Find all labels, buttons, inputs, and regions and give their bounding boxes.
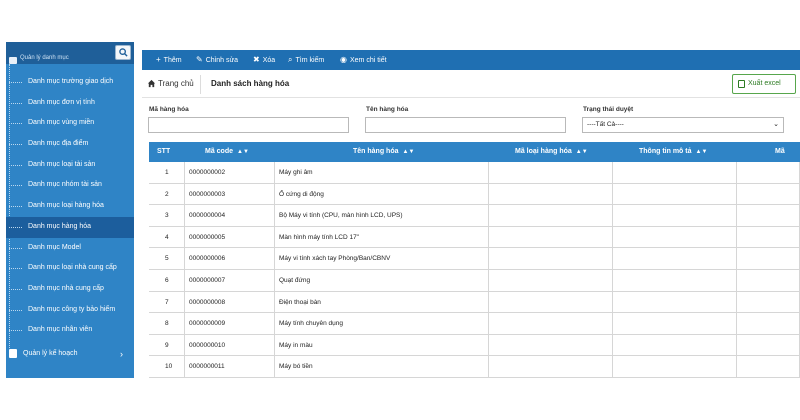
code-filter-label: Mã hàng hóa: [149, 106, 189, 113]
tree-connector: [9, 103, 22, 104]
search-icon: ⌕: [288, 55, 293, 64]
pencil-icon: ✎: [196, 55, 203, 64]
sort-icon: ▲▼: [237, 149, 249, 155]
sort-icon: ▲▼: [402, 149, 415, 155]
sidebar-item[interactable]: [6, 258, 134, 279]
cell-empty: [613, 335, 737, 357]
cell-empty: [737, 248, 800, 270]
name-filter-label: Tên hàng hóa: [366, 106, 409, 113]
cell-empty: [613, 292, 737, 314]
sidebar-item-label: Danh mục loại tài sản: [28, 160, 96, 168]
cell-empty: [613, 227, 737, 249]
cell-empty: [737, 270, 800, 292]
add-button[interactable]: + Thêm: [156, 50, 182, 70]
plus-icon: +: [156, 55, 161, 64]
cell-empty: [489, 184, 613, 206]
page-title: Danh sách hàng hóa: [211, 79, 290, 88]
cell-code: 0000000005: [185, 227, 275, 249]
sidebar-item-label: Danh mục trường giao dịch: [28, 78, 114, 85]
search-button[interactable]: ⌕ Tìm kiếm: [288, 50, 324, 70]
home-link[interactable]: Trang chủ: [158, 79, 194, 88]
cell-empty: [613, 248, 737, 270]
sidebar-menu: [6, 72, 134, 341]
tree-connector: [9, 144, 22, 145]
cell-name: Máy tính chuyên dụng: [275, 313, 489, 335]
column-header-name[interactable]: Tên hàng hóa ▲▼: [353, 148, 415, 155]
cell-name: Máy vi tính xách tay Phòng/Ban/CBNV: [275, 248, 489, 270]
cell-stt: 8: [149, 313, 185, 335]
cell-stt: 2: [149, 184, 185, 206]
app-window: [6, 42, 800, 378]
cell-empty: [489, 335, 613, 357]
column-header-more: Mã: [775, 148, 785, 155]
cell-empty: [489, 270, 613, 292]
cell-empty: [489, 356, 613, 378]
chevron-right-icon: ›: [120, 349, 123, 359]
cell-code: 0000000006: [185, 248, 275, 270]
sidebar-item[interactable]: [6, 300, 134, 321]
close-icon: ✖: [253, 55, 260, 64]
cell-empty: [737, 227, 800, 249]
folder-icon: [9, 57, 17, 64]
edit-button[interactable]: ✎ Chỉnh sửa: [196, 50, 238, 70]
sidebar-item-label: Danh mục loại hàng hóa: [28, 202, 104, 210]
tree-connector: [9, 165, 22, 166]
table-row[interactable]: [149, 227, 800, 249]
sidebar: [6, 42, 134, 378]
column-header-stt: STT: [157, 148, 171, 155]
cell-stt: 9: [149, 335, 185, 357]
table-row[interactable]: [149, 270, 800, 292]
tree-connector: [9, 123, 22, 124]
table-row[interactable]: [149, 184, 800, 206]
sidebar-item[interactable]: [6, 238, 134, 259]
sidebar-item-label: Danh mục công ty bảo hiểm: [28, 305, 116, 313]
cell-name: Máy ghi âm: [275, 162, 489, 184]
cell-empty: [737, 313, 800, 335]
tree-connector: [9, 330, 22, 331]
table-row[interactable]: [149, 335, 800, 357]
cell-empty: [613, 270, 737, 292]
sidebar-item-label: Danh mục nhân viên: [28, 326, 93, 334]
toolbar: [142, 50, 800, 70]
cell-empty: [613, 205, 737, 227]
cell-empty: [613, 356, 737, 378]
cell-code: 0000000007: [185, 270, 275, 292]
sidebar-item[interactable]: [6, 196, 134, 217]
table-row[interactable]: [149, 313, 800, 335]
sidebar-item-label: Danh mục Model: [28, 243, 81, 251]
sidebar-item[interactable]: [6, 217, 134, 238]
excel-icon: [738, 80, 745, 88]
cell-stt: 5: [149, 248, 185, 270]
sidebar-item-label: Danh mục nhà cung cấp: [28, 284, 104, 292]
column-header-description[interactable]: Thông tin mô tả ▲▼: [639, 148, 708, 155]
document-icon: [9, 349, 17, 358]
sidebar-item[interactable]: [6, 134, 134, 155]
cell-code: 0000000002: [185, 162, 275, 184]
cell-empty: [737, 162, 800, 184]
cell-code: 0000000008: [185, 292, 275, 314]
cell-name: Bộ Máy vi tính (CPU, màn hình LCD, UPS): [275, 205, 489, 227]
home-icon: [147, 79, 156, 88]
tree-connector: [9, 248, 22, 249]
export-excel-button[interactable]: Xuất excel: [732, 74, 796, 94]
sidebar-item-label: Quản lý kế hoạch: [23, 350, 78, 357]
sidebar-item-label: Danh mục vùng miền: [28, 119, 95, 127]
cell-empty: [489, 313, 613, 335]
cell-name: Màn hình máy tính LCD 17": [275, 227, 489, 249]
sidebar-header: [6, 42, 134, 64]
tree-connector: [9, 185, 22, 186]
cell-empty: [737, 205, 800, 227]
sidebar-item[interactable]: [6, 155, 134, 176]
tree-connector: [9, 227, 22, 228]
column-header-code[interactable]: Mã code ▲▼: [205, 148, 249, 155]
sidebar-item-label: Danh mục nhóm tài sản: [28, 181, 102, 189]
divider: [200, 75, 201, 94]
chevron-down-icon: ⌄: [773, 121, 779, 128]
sidebar-item-label: Danh mục hàng hóa: [28, 222, 92, 230]
cell-stt: 4: [149, 227, 185, 249]
cell-name: Ổ cứng di động: [275, 184, 489, 206]
sidebar-item-label: Danh mục đơn vị tính: [28, 98, 95, 106]
cell-stt: 3: [149, 205, 185, 227]
search-icon: [119, 48, 128, 57]
cell-empty: [489, 205, 613, 227]
cell-empty: [613, 162, 737, 184]
cell-empty: [489, 227, 613, 249]
cell-name: Quạt đứng: [275, 270, 489, 292]
cell-name: Máy bó tiền: [275, 356, 489, 378]
sidebar-item[interactable]: [6, 113, 134, 134]
cell-code: 0000000004: [185, 205, 275, 227]
sidebar-header-label: Quản lý danh mục: [20, 55, 69, 61]
table-header: [149, 142, 800, 162]
sidebar-search-button[interactable]: [115, 45, 131, 60]
sort-icon: ▲▼: [695, 149, 708, 155]
cell-code: 0000000011: [185, 356, 275, 378]
sidebar-item[interactable]: [6, 72, 134, 93]
sidebar-item-plan-management[interactable]: [6, 344, 134, 364]
name-filter-input[interactable]: [365, 117, 566, 133]
table-row[interactable]: [149, 248, 800, 270]
sidebar-item-label: Danh mục địa điểm: [28, 140, 89, 148]
status-filter-label: Trạng thái duyệt: [583, 106, 634, 113]
tree-connector: [9, 206, 22, 207]
table-row[interactable]: [149, 356, 800, 378]
breadcrumb: [142, 71, 800, 98]
cell-code: 0000000010: [185, 335, 275, 357]
cell-stt: 1: [149, 162, 185, 184]
cell-empty: [489, 162, 613, 184]
tree-connector: [9, 82, 22, 83]
cell-empty: [737, 356, 800, 378]
column-header-type-code[interactable]: Mã loại hàng hóa ▲▼: [515, 148, 588, 155]
sidebar-item[interactable]: [6, 175, 134, 196]
cell-empty: [737, 335, 800, 357]
table-row[interactable]: [149, 292, 800, 314]
cell-empty: [613, 313, 737, 335]
cell-empty: [489, 292, 613, 314]
table-row[interactable]: [149, 205, 800, 227]
sidebar-item[interactable]: [6, 93, 134, 114]
tree-connector: [9, 310, 22, 311]
cell-empty: [613, 184, 737, 206]
sidebar-item[interactable]: [6, 279, 134, 300]
sidebar-item[interactable]: [6, 320, 134, 341]
tree-connector: [9, 289, 22, 290]
delete-button[interactable]: ✖ Xóa: [253, 50, 275, 70]
code-filter-input[interactable]: [148, 117, 349, 133]
cell-stt: 6: [149, 270, 185, 292]
tree-connector: [9, 268, 22, 269]
sidebar-item-label: Danh mục loại nhà cung cấp: [28, 264, 117, 272]
cell-empty: [737, 184, 800, 206]
cell-name: Máy in màu: [275, 335, 489, 357]
cell-empty: [737, 292, 800, 314]
view-detail-button[interactable]: ◉ Xem chi tiết: [340, 50, 387, 70]
cell-stt: 7: [149, 292, 185, 314]
sort-icon: ▲▼: [575, 149, 588, 155]
table-row[interactable]: [149, 162, 800, 184]
cell-name: Điện thoại bàn: [275, 292, 489, 314]
table-body: [149, 162, 800, 378]
eye-icon: ◉: [340, 55, 347, 64]
cell-stt: 10: [149, 356, 185, 378]
cell-code: 0000000009: [185, 313, 275, 335]
cell-code: 0000000003: [185, 184, 275, 206]
cell-empty: [489, 248, 613, 270]
status-filter-select[interactable]: ----Tất Cả---- ⌄: [582, 117, 784, 133]
